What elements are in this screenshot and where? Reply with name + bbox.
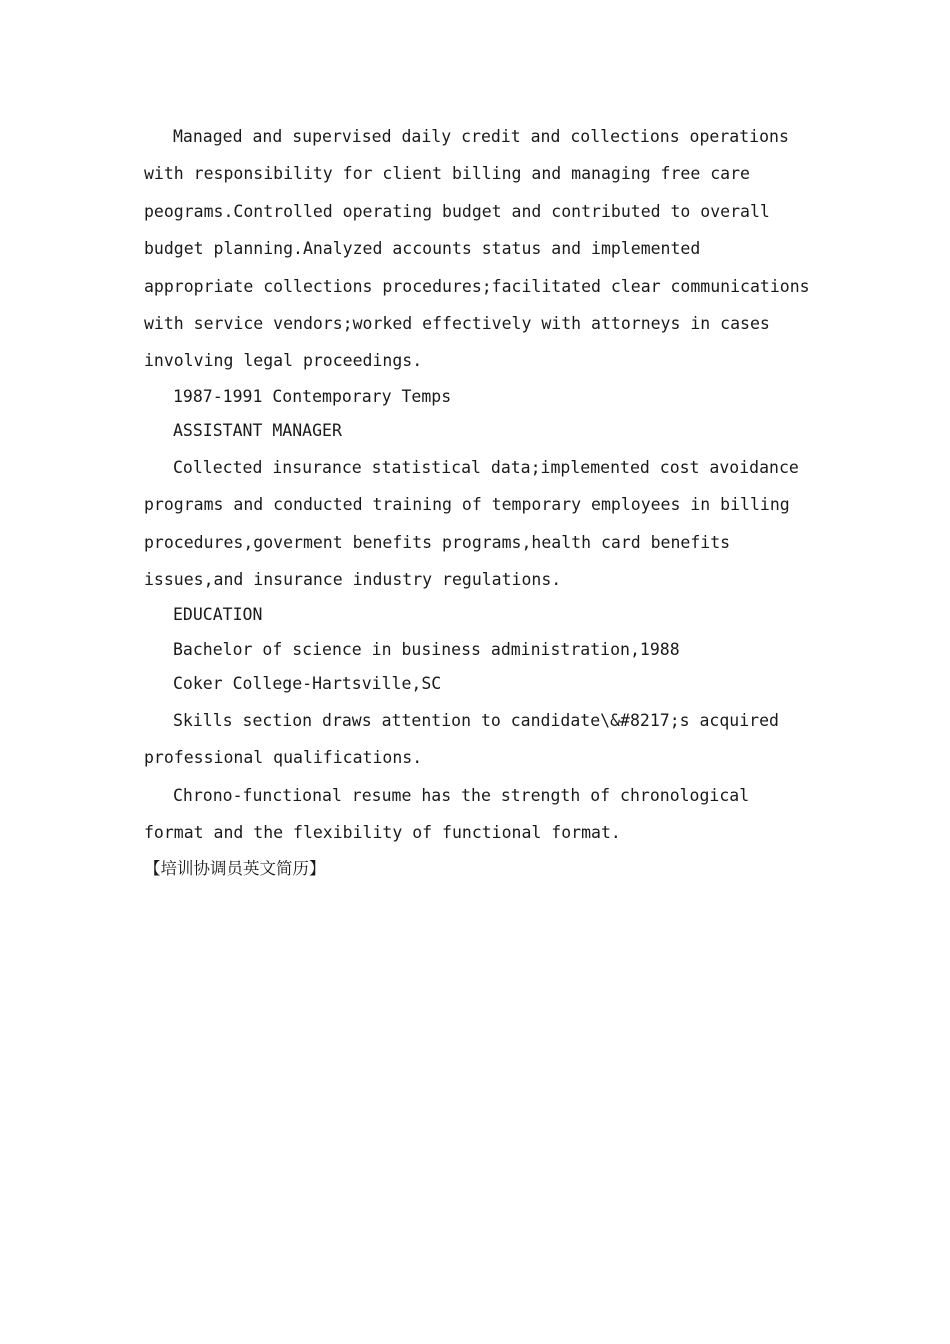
- job-dates-employer: 1987-1991 Contemporary Temps: [173, 386, 452, 406]
- job-title: ASSISTANT MANAGER: [173, 421, 342, 441]
- document-body: [144, 118, 814, 886]
- school-line: Coker College-Hartsville,SC: [173, 674, 442, 694]
- assistant-duties-paragraph: Collected insurance statistical data;implemented cost avoidance programs and conducted training of temporary employees in billing procedures,goverment benefits programs,health card benefits issues,and insurance industry regulations.: [144, 457, 799, 590]
- credit-duties-paragraph: Managed and supervised daily credit and collections operations with responsibility for client billing and managing free care peograms.Controlled operating budget and contributed to overall budget planning.Analyzed accounts status and implemented appropriate collections procedures;facilitated clear communications with service vendors;worked effectively with attorneys in cases involving legal proceedings.: [144, 127, 810, 371]
- chrono-note-paragraph: Chrono-functional resume has the strength of chronological format and the flexibility of functional format.: [144, 785, 750, 843]
- education-heading: EDUCATION: [173, 605, 263, 625]
- skills-note-paragraph: Skills section draws attention to candidate\&#8217;s acquired professional qualifications.: [144, 710, 779, 768]
- footer-title: 【培训协调员英文简历】: [144, 858, 326, 878]
- degree-line: Bachelor of science in business administration,1988: [173, 639, 680, 659]
